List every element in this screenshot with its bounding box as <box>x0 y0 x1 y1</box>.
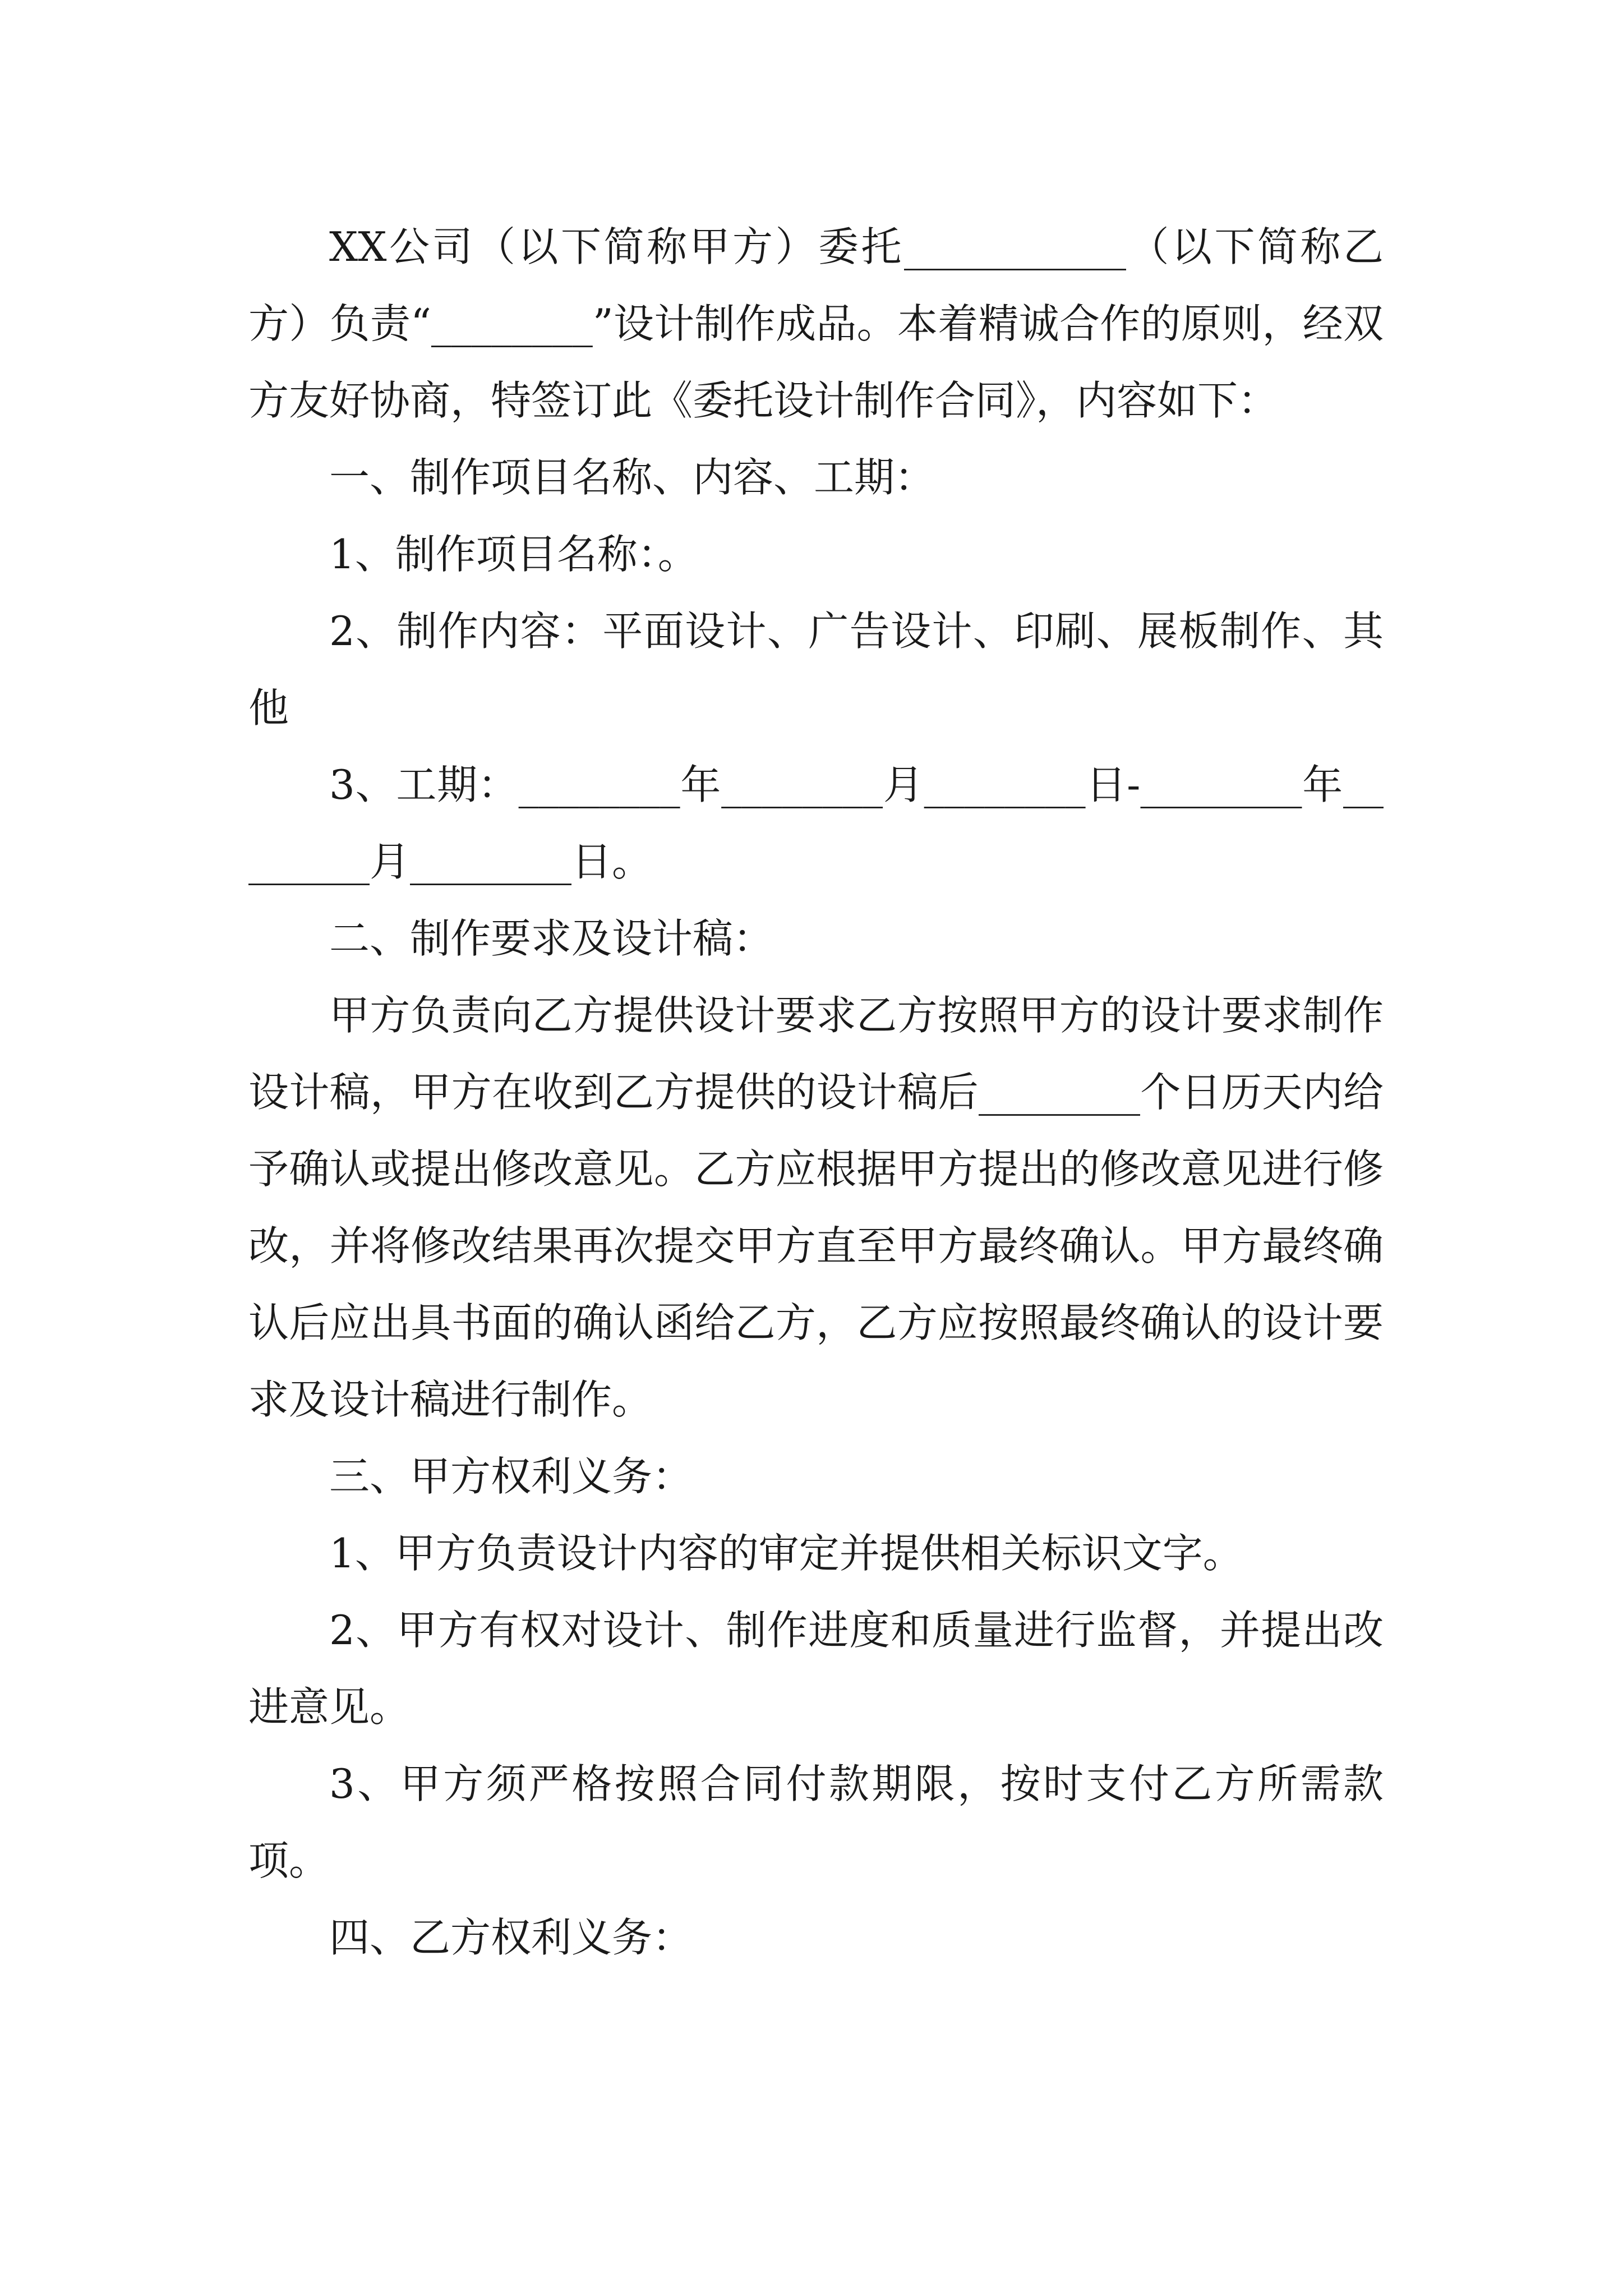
party-a-item-2: 2、甲方有权对设计、制作进度和质量进行监督，并提出改进意见。 <box>248 1607 1384 1731</box>
contract-body <box>248 209 1384 1976</box>
party-a-item-1: 1、甲方负责设计内容的审定并提供相关标识文字。 <box>329 1530 1243 1577</box>
intro-paragraph: XX公司（以下简称甲方）委托___________（以下简称乙方）负责“________”设计制作成品。本着精诚合作的原则，经双方友好协商，特签订此《委托设计制作合同》，内容如下： <box>248 223 1384 424</box>
section-heading-1: 一、制作项目名称、内容、工期： <box>329 454 935 501</box>
section-heading-3: 三、甲方权利义务： <box>329 1453 693 1500</box>
design-requirements-paragraph: 甲方负责向乙方提供设计要求乙方按照甲方的设计要求制作设计稿，甲方在收到乙方提供的设计稿后________个日历天内给予确认或提出修改意见。乙方应根据甲方提出的修改意见进行修改，并将修改结果再次提交甲方直至甲方最终确认。甲方最终确认后应出具书面的确认函给乙方，乙方应按照最终确认的设计要求及设计稿进行制作。 <box>248 992 1384 1423</box>
item-schedule: 3、工期：________年________月________日-________年________月________日。 <box>248 761 1384 885</box>
section-heading-4: 四、乙方权利义务： <box>329 1914 693 1961</box>
party-a-item-3: 3、甲方须严格按照合同付款期限，按时支付乙方所需款项。 <box>248 1760 1384 1884</box>
section-heading-2: 二、制作要求及设计稿： <box>329 915 774 962</box>
item-content: 2、制作内容：平面设计、广告设计、印刷、展板制作、其他 <box>248 608 1384 731</box>
item-project-name: 1、制作项目名称：。 <box>329 531 698 578</box>
